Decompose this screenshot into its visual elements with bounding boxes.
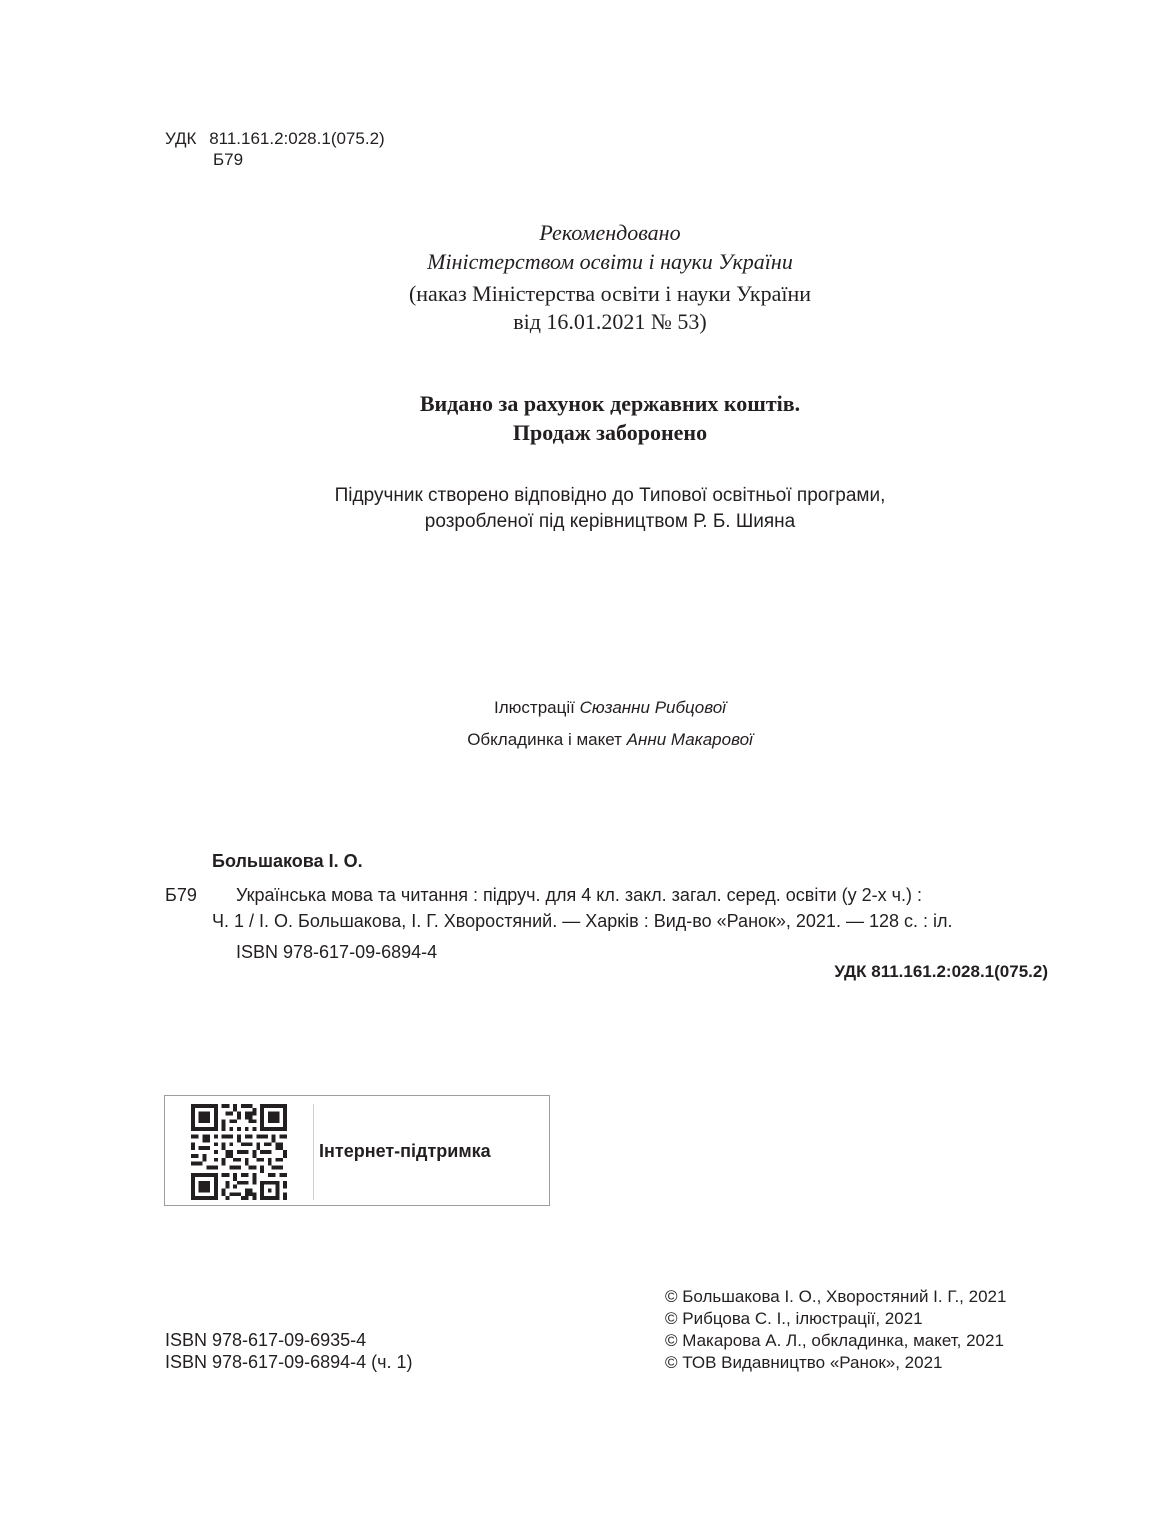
- order-line-1: (наказ Міністерства освіти і науки України: [408, 281, 812, 306]
- recommendation: [0, 218, 1162, 276]
- bibliography-line-2: Ч. 1 / І. О. Большакова, І. Г. Хворостяний. — Харків : Вид-во «Ранок», 2021. — 128 с. : іл.: [212, 911, 953, 931]
- program-line-1: Підручник створено відповідно до Типової освітньої програми,: [334, 485, 886, 506]
- bibliography-code: Б79: [165, 885, 197, 905]
- illustrations-label: Ілюстрації: [494, 698, 575, 717]
- state-funding-line: Видано за рахунок державних коштів.: [419, 391, 801, 416]
- isbn-part-1: ISBN 978-617-09-6894-4 (ч. 1): [165, 1352, 413, 1372]
- isbn-block: [165, 1329, 413, 1373]
- cover-label: Обкладинка і макет: [467, 730, 622, 749]
- recommended-line: Рекомендовано: [539, 220, 681, 245]
- order-reference: [0, 280, 1162, 336]
- bibliography-udk: УДК 811.161.2:028.1(075.2): [834, 962, 1048, 981]
- copyright-publisher: © ТОВ Видавництво «Ранок», 2021: [665, 1353, 943, 1372]
- bibliography-line-1: Українська мова та читання : підруч. для 4 кл. закл. загал. серед. освіти (у 2-х ч.) :: [236, 885, 923, 905]
- state-funding-notice: [0, 389, 1162, 447]
- copyright-block: [665, 1286, 1006, 1374]
- cover-credit: [0, 724, 1162, 756]
- program-statement: [0, 483, 1162, 535]
- copyright-cover: © Макарова А. Л., обкладинка, макет, 2021: [665, 1331, 1004, 1350]
- internet-support-box[interactable]: [164, 1095, 550, 1206]
- bibliography-isbn: ISBN 978-617-09-6894-4: [236, 942, 438, 962]
- isbn-set: ISBN 978-617-09-6935-4: [165, 1330, 367, 1350]
- illustrator-name: Сюзанни Рибцової: [579, 698, 726, 717]
- illustrations-credit: [0, 692, 1162, 724]
- author-mark: Б79: [213, 150, 244, 169]
- udk-header: [165, 128, 385, 170]
- support-divider: [313, 1104, 314, 1200]
- udk-code: 811.161.2:028.1(075.2): [209, 129, 385, 148]
- udk-label: УДК: [165, 129, 197, 148]
- qr-code-icon[interactable]: [191, 1104, 287, 1200]
- bibliography-author: Большакова І. О.: [212, 851, 363, 871]
- order-line-2: від 16.01.2021 № 53): [513, 309, 707, 334]
- ministry-line: Міністерством освіти і науки України: [427, 249, 793, 274]
- program-line-2: розробленої під керівництвом Р. Б. Шияна: [424, 511, 796, 532]
- copyright-authors: © Большакова І. О., Хворостяний І. Г., 2021: [665, 1287, 1007, 1306]
- sale-prohibited-line: Продаж заборонено: [512, 420, 708, 445]
- copyright-illustrations: © Рибцова С. І., ілюстрації, 2021: [665, 1309, 923, 1328]
- designer-name: Анни Макарової: [626, 730, 753, 749]
- internet-support-label[interactable]: Інтернет-підтримка: [319, 1141, 491, 1161]
- credits: [0, 692, 1162, 756]
